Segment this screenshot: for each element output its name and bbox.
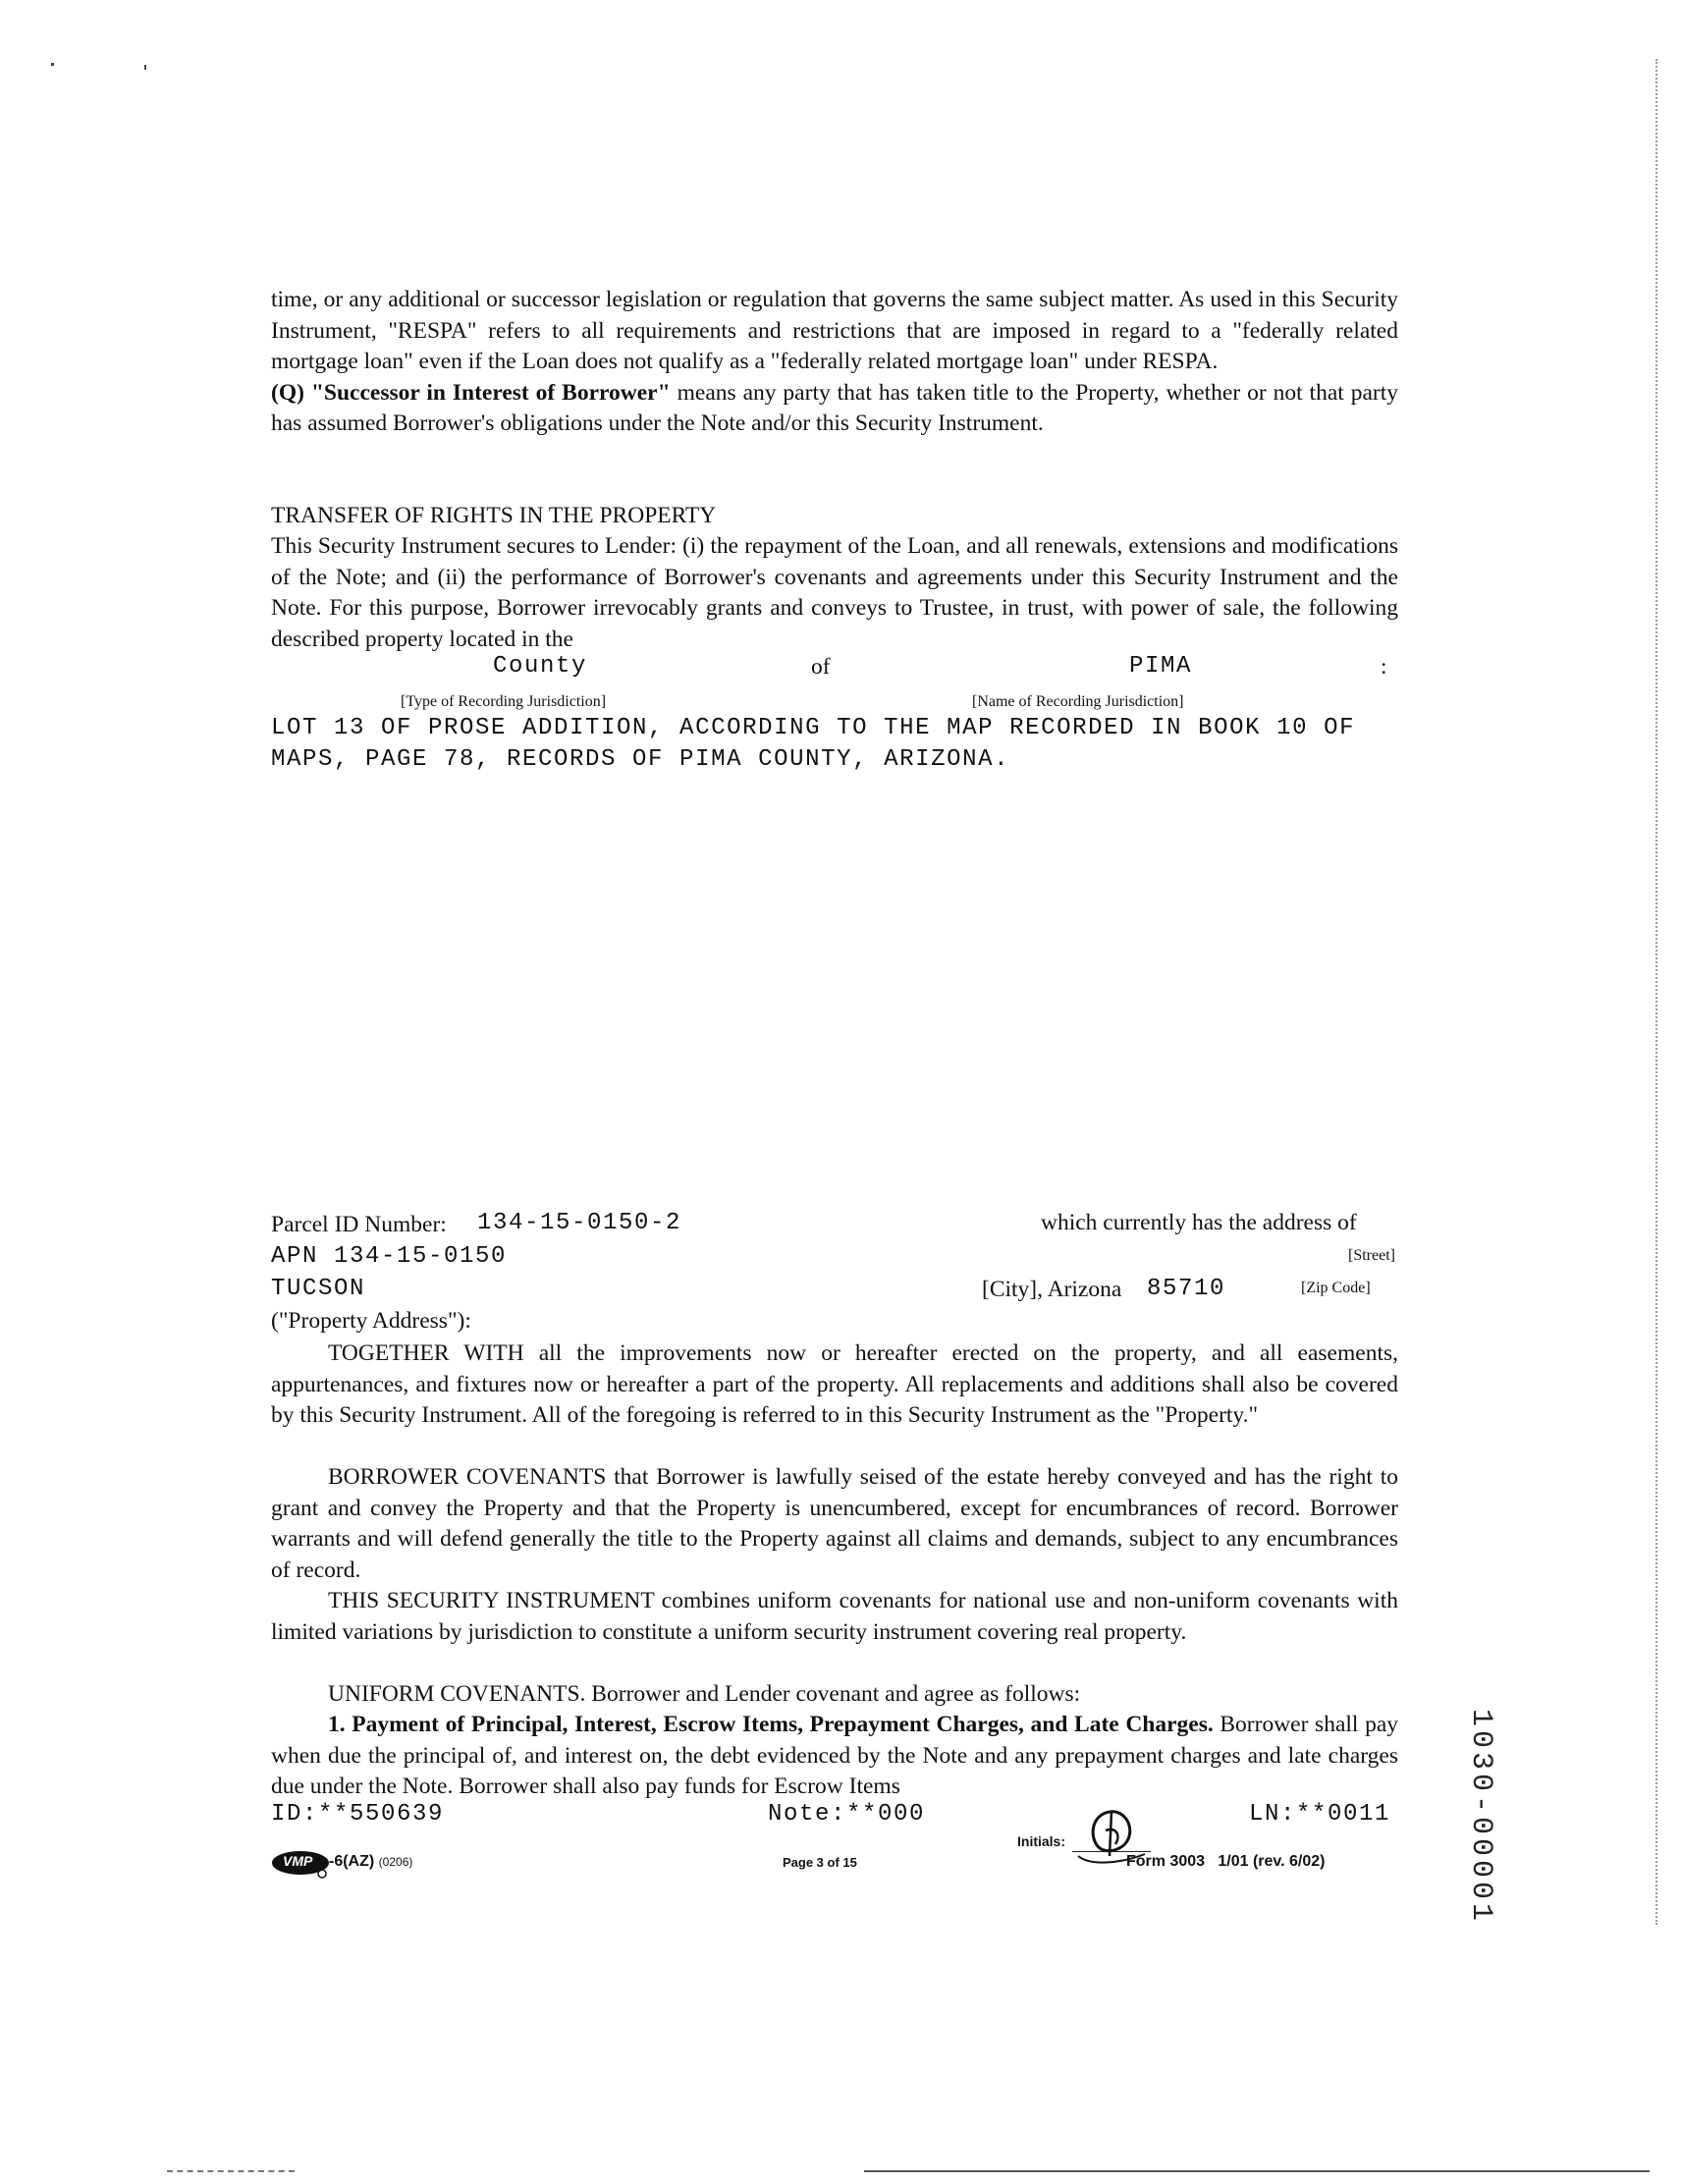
payment-paragraph xyxy=(271,1710,1398,1803)
borrower-covenants-text: BORROWER COVENANTS that Borrower is lawfully seised of the estate hereby conveyed and has the right to grant and convey the Property and that the Property is unencumbered, except for encumbrances of record. Borrower warrants and will defend generally the title to the Property against all claims and demands, subject to any encumbrances of record. xyxy=(271,1464,1398,1583)
legal-description-line2: MAPS, PAGE 78, RECORDS OF PIMA COUNTY, ARIZONA. xyxy=(271,746,1010,773)
form-code xyxy=(329,1853,412,1871)
successor-label: (Q) "Successor in Interest of Borrower" xyxy=(271,379,671,406)
payment-heading: 1. Payment of Principal, Interest, Escrow Items, Prepayment Charges, and Late Charges. xyxy=(328,1712,1214,1737)
security-instrument-paragraph xyxy=(271,1586,1398,1648)
vmp-logo-text: VMP xyxy=(283,1853,313,1869)
footer-ln: LN:**0011 xyxy=(1249,1801,1391,1828)
city-caption: [City], Arizona xyxy=(982,1277,1122,1302)
jurisdiction-type: County xyxy=(493,653,588,680)
street-value: APN 134-15-0150 xyxy=(271,1243,508,1270)
page-number: Page 3 of 15 xyxy=(783,1855,857,1870)
zip-value: 85710 xyxy=(1147,1276,1226,1302)
jurisdiction-colon: : xyxy=(1381,654,1387,680)
jurisdiction-of: of xyxy=(811,654,831,680)
form-code-date: (0206) xyxy=(378,1855,413,1869)
together-text: TOGETHER WITH all the improvements now or hereafter erected on the property, and all easements, appurtenances, and fixtures now or hereafter a part of the property. All replacements and additions shall also be covered by this Security Instrument. All of the foregoing is referred to in this Security Instrument as the "Property." xyxy=(271,1340,1398,1428)
successor-text: means any party that has taken title to the Property, whether or not that party has assumed Borrower's obligations under the Note and/or this Security Instrument. xyxy=(271,379,1398,436)
city-value: TUCSON xyxy=(271,1276,366,1302)
type-caption: [Type of Recording Jurisdiction] xyxy=(401,693,607,710)
uniform-covenants-line: UNIFORM COVENANTS. Borrower and Lender covenant and agree as follows: xyxy=(328,1681,1081,1707)
parcel-id-value: 134-15-0150-2 xyxy=(477,1210,682,1236)
jurisdiction-name: PIMA xyxy=(1129,653,1193,680)
address-of-text: which currently has the address of xyxy=(1041,1210,1357,1235)
bottom-scan-edge xyxy=(167,2170,295,2172)
form-code-main: -6(AZ) xyxy=(329,1853,375,1870)
scan-speck xyxy=(51,63,54,66)
transfer-paragraph: This Security Instrument secures to Lender: (i) the repayment of the Loan, and all renewals, extensions and modifications of the Note; and (ii) the performance of Borrower's covenants and agreements under this Security Instrument and the Note. For this purpose, Borrower irrevocably grants and conveys to Trustee, in trust, with power of sale, the following described property located in the xyxy=(271,533,1398,652)
scan-speck xyxy=(144,65,146,70)
street-caption: [Street] xyxy=(1348,1247,1395,1264)
margin-stamp: 1030-00001 xyxy=(1464,1709,1497,1926)
payment-text: Borrower shall pay when due the principal of, and interest on, the debt evidenced by the Note and any prepayment charges and late charges due under the Note. Borrower shall also pay funds for Escrow Items xyxy=(271,1712,1398,1799)
property-address-label: ("Property Address"): xyxy=(271,1308,471,1334)
legal-description-line1: LOT 13 OF PROSE ADDITION, ACCORDING TO THE MAP RECORDED IN BOOK 10 OF xyxy=(271,715,1356,741)
form-number: Form 3003 1/01 (rev. 6/02) xyxy=(1126,1853,1326,1870)
respa-paragraph xyxy=(271,285,1398,440)
bottom-scan-edge xyxy=(864,2170,1650,2172)
security-instrument-text: THIS SECURITY INSTRUMENT combines uniform covenants for national use and non-uniform covenants with limited variations by jurisdiction to constitute a uniform security instrument covering real property. xyxy=(271,1588,1398,1645)
zip-caption: [Zip Code] xyxy=(1301,1280,1371,1296)
right-edge-marks xyxy=(1655,59,1657,1925)
parcel-id-label: Parcel ID Number: xyxy=(271,1212,447,1237)
respa-text: time, or any additional or successor legislation or regulation that governs the same subject matter. As used in this Security Instrument, "RESPA" refers to all requirements and restrictions that are imposed in regard to a "federally related mortgage loan" even if the Loan does not qualify as a "federally related mortgage loan" under RESPA. xyxy=(271,287,1398,374)
together-paragraph xyxy=(271,1338,1398,1432)
name-caption: [Name of Recording Jurisdiction] xyxy=(972,693,1184,710)
transfer-heading: TRANSFER OF RIGHTS IN THE PROPERTY xyxy=(271,503,717,528)
footer-id: ID:**550639 xyxy=(271,1801,445,1828)
footer-note: Note:**000 xyxy=(768,1801,926,1828)
borrower-covenants-paragraph xyxy=(271,1462,1398,1586)
initials-label: Initials: xyxy=(1017,1833,1066,1849)
